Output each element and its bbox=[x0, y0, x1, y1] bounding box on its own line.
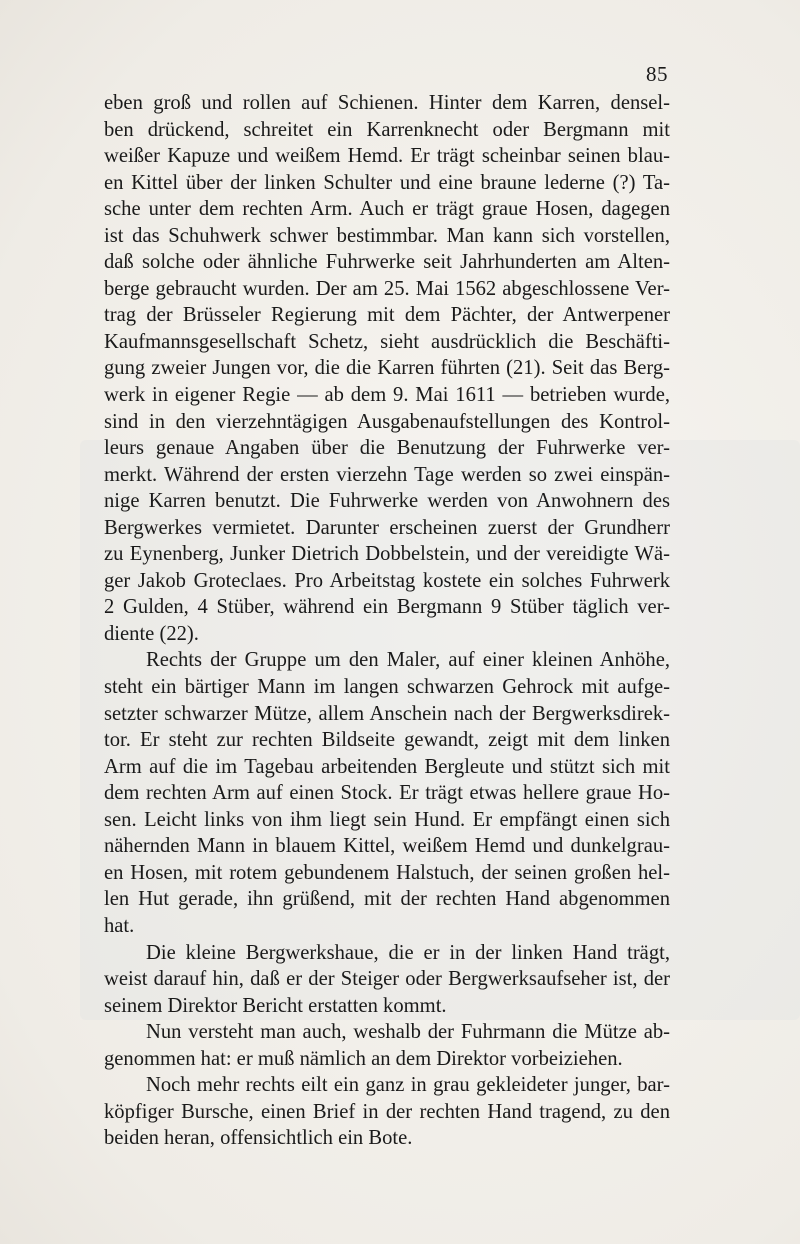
text-line: leurs genaue Angaben über die Benutzung der Fuhrwerke ver- bbox=[104, 437, 670, 460]
text-line: zu Eynenberg, Junker Dietrich Dobbelstein, und der vereidigte Wä- bbox=[104, 543, 670, 566]
page-number: 85 bbox=[646, 62, 668, 86]
text-line: diente (22). bbox=[104, 622, 199, 645]
text-line: Arm auf die im Tagebau arbeitenden Bergleute und stützt sich mit bbox=[104, 755, 670, 778]
text-line: sen. Leicht links von ihm liegt sein Hund. Er empfängt einen sich bbox=[104, 808, 670, 831]
text-line: Nun versteht man auch, weshalb der Fuhrmann die Mütze ab- bbox=[146, 1021, 670, 1044]
text-line: en Kittel über der linken Schulter und eine braune lederne (?) Ta- bbox=[104, 171, 670, 194]
text-line: weist darauf hin, daß er der Steiger oder Bergwerksaufseher ist, der bbox=[104, 968, 670, 991]
text-line: werk in eigener Regie — ab dem 9. Mai 1611 — betrieben wurde, bbox=[104, 384, 670, 407]
text-line: köpfiger Bursche, einen Brief in der rechten Hand tragend, zu den bbox=[104, 1100, 670, 1123]
text-line: 2 Gulden, 4 Stüber, während ein Bergmann 9 Stüber täglich ver- bbox=[104, 596, 670, 619]
text-line: seinem Direktor Bericht erstatten kommt. bbox=[104, 994, 447, 1017]
text-line: Bergwerkes vermietet. Darunter erscheinen zuerst der Grundherr bbox=[104, 516, 670, 539]
text-line: hat. bbox=[104, 914, 135, 937]
text-line: berge gebraucht wurden. Der am 25. Mai 1562 abgeschlossene Ver- bbox=[104, 277, 670, 300]
text-line: ben drückend, schreitet ein Karrenknecht oder Bergmann mit bbox=[104, 118, 670, 141]
text-line: tor. Er steht zur rechten Bildseite gewandt, zeigt mit dem linken bbox=[104, 729, 670, 752]
text-line: eben groß und rollen auf Schienen. Hinter dem Karren, densel- bbox=[104, 92, 670, 114]
text-line: Kaufmannsgesellschaft Schetz, sieht ausdrücklich die Beschäfti- bbox=[104, 330, 670, 353]
text-line: Die kleine Bergwerkshaue, die er in der linken Hand trägt, bbox=[146, 941, 670, 964]
text-line: beiden heran, offensichtlich ein Bote. bbox=[104, 1127, 413, 1150]
text-line: len Hut gerade, ihn grüßend, mit der rechten Hand abgenommen bbox=[104, 888, 670, 911]
text-line: gung zweier Jungen vor, die die Karren führten (21). Seit das Berg- bbox=[104, 357, 670, 380]
text-line: setzter schwarzer Mütze, allem Anschein nach der Bergwerksdirek- bbox=[104, 702, 670, 725]
text-line: sind in den vierzehntägigen Ausgabenaufstellungen des Kontrol- bbox=[104, 410, 670, 433]
text-line: en Hosen, mit rotem gebundenem Halstuch, der seinen großen hel- bbox=[104, 861, 670, 884]
text-line: daß solche oder ähnliche Fuhrwerke seit Jahrhunderten am Alten- bbox=[104, 251, 670, 274]
text-line: sche unter dem rechten Arm. Auch er trägt graue Hosen, dagegen bbox=[104, 198, 670, 221]
text-line: ist das Schuhwerk schwer bestimmbar. Man kann sich vorstellen, bbox=[104, 224, 670, 247]
text-line: genommen hat: er muß nämlich an dem Direktor vorbeiziehen. bbox=[104, 1047, 623, 1070]
text-line: nähernden Mann in blauem Kittel, weißem Hemd und dunkelgrau- bbox=[104, 835, 670, 858]
text-line: Rechts der Gruppe um den Maler, auf einer kleinen Anhöhe, bbox=[146, 649, 670, 672]
text-line: Noch mehr rechts eilt ein ganz in grau gekleideter junger, bar- bbox=[146, 1074, 670, 1097]
text-line: trag der Brüsseler Regierung mit dem Pächter, der Antwerpener bbox=[104, 304, 670, 327]
text-line: nige Karren benutzt. Die Fuhrwerke werden von Anwohnern des bbox=[104, 490, 670, 513]
body-text bbox=[104, 90, 670, 1152]
text-line: ger Jakob Groteclaes. Pro Arbeitstag kostete ein solches Fuhrwerk bbox=[104, 569, 670, 592]
text-line: steht ein bärtiger Mann im langen schwarzen Gehrock mit aufge- bbox=[104, 676, 670, 699]
text-line: weißer Kapuze und weißem Hemd. Er trägt scheinbar seinen blau- bbox=[104, 145, 670, 168]
text-line: dem rechten Arm auf einen Stock. Er trägt etwas hellere graue Ho- bbox=[104, 782, 670, 805]
text-line: merkt. Während der ersten vierzehn Tage werden so zwei einspän- bbox=[104, 463, 670, 486]
